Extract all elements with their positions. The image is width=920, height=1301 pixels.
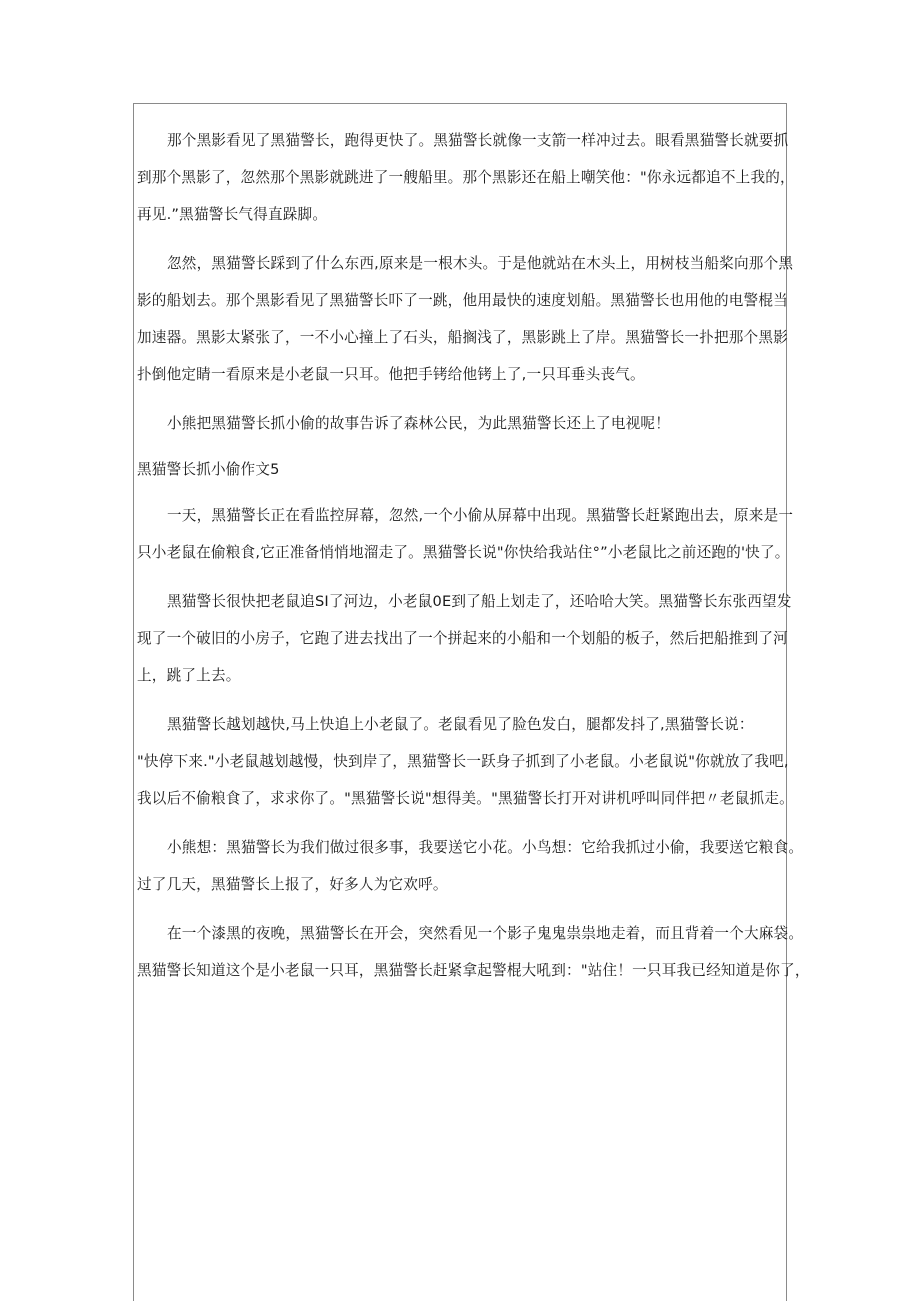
text-line: 小熊想：黑猫警长为我们做过很多事，我要送它小花。小鸟想：它给我抓过小偷，我要送它粮食。 (167, 839, 804, 856)
section-heading: 黑猫警长抓小偷作文5 (137, 461, 280, 478)
text-line: 扑倒他定睛一看原来是小老鼠一只耳。他把手铐给他铐上了,一只耳垂头丧气。 (137, 366, 645, 383)
text-line: 我以后不偷粮食了，求求你了。"黑猫警长说"想得美。"黑猫警长打开对讲机呼叫同伴把〃老鼠抓走。 (137, 790, 794, 807)
paragraph-2 (137, 245, 794, 393)
paragraph-4 (137, 497, 794, 571)
paragraph-1 (137, 122, 795, 233)
text-line: 一天，黑猫警长正在看监控屏幕，忽然,一个小偷从屏幕中出现。黑猫警长赶紧跑出去，原来是一 (167, 507, 794, 524)
text-line: 只小老鼠在偷粮食,它正准备悄悄地溜走了。黑猫警长说"你快给我站住°”小老鼠比之前还跑的'快了。 (137, 544, 790, 561)
text-line: 到那个黑影了，忽然那个黑影就跳进了一艘船里。那个黑影还在船上嘲笑他："你永远都追不上我的， (137, 169, 795, 186)
text-line: 黑猫警长越划越快,马上快追上小老鼠了。老鼠看见了脸色发白，腿都发抖了,黑猫警长说： (167, 716, 754, 733)
text-line: 过了几天，黑猫警长上报了，好多人为它欢呼。 (137, 876, 448, 893)
paragraph-3 (137, 405, 785, 442)
text-line: 那个黑影看见了黑猫警长，跑得更快了。黑猫警长就像一支箭一样冲过去。眼看黑猫警长就要抓 (167, 132, 789, 149)
text-line: 忽然，黑猫警长踩到了什么东西,原来是一根木头。于是他就站在木头上，用树枝当船桨向那个黑 (167, 255, 794, 272)
paragraph-5 (137, 583, 792, 694)
paragraph-6 (137, 706, 794, 817)
text-line: 黑猫警长知道这个是小老鼠一只耳，黑猫警长赶紧拿起警棍大吼到："站住！一只耳我已经知道是你了， (137, 962, 810, 979)
text-line: 再见.”黑猫警长气得直跺脚。 (137, 206, 328, 223)
text-line: 加速器。黑影太紧张了，一不小心撞上了石头，船搁浅了，黑影跳上了岸。黑猫警长一扑把那个黑影 (137, 329, 788, 346)
text-line: 上，跳了上去。 (137, 667, 241, 684)
text-line: 在一个漆黑的夜晚，黑猫警长在开会，突然看见一个影子鬼鬼祟祟地走着，而且背着一个大麻袋。 (167, 925, 804, 942)
text-line: 影的船划去。那个黑影看见了黑猫警长吓了一跳，他用最快的速度划船。黑猫警长也用他的电警棍当 (137, 292, 788, 309)
paragraph-7 (137, 829, 804, 903)
text-line: 小熊把黑猫警长抓小偷的故事告诉了森林公民，为此黑猫警长还上了电视呢！ (167, 415, 670, 432)
paragraph-8 (137, 915, 810, 989)
text-line: 黑猫警长很快把老鼠追SI了河边，小老鼠0E到了船上划走了，还哈哈大笑。黑猫警长东张西望发 (167, 593, 792, 610)
text-line: "快停下来."小老鼠越划越慢，快到岸了，黑猫警长一跃身子抓到了小老鼠。小老鼠说"你就放了我吧, (137, 753, 789, 770)
text-line: 现了一个破旧的小房子，它跑了进去找出了一个拼起来的小船和一个划船的板子，然后把船推到了河 (137, 630, 788, 647)
document-body (137, 122, 810, 989)
